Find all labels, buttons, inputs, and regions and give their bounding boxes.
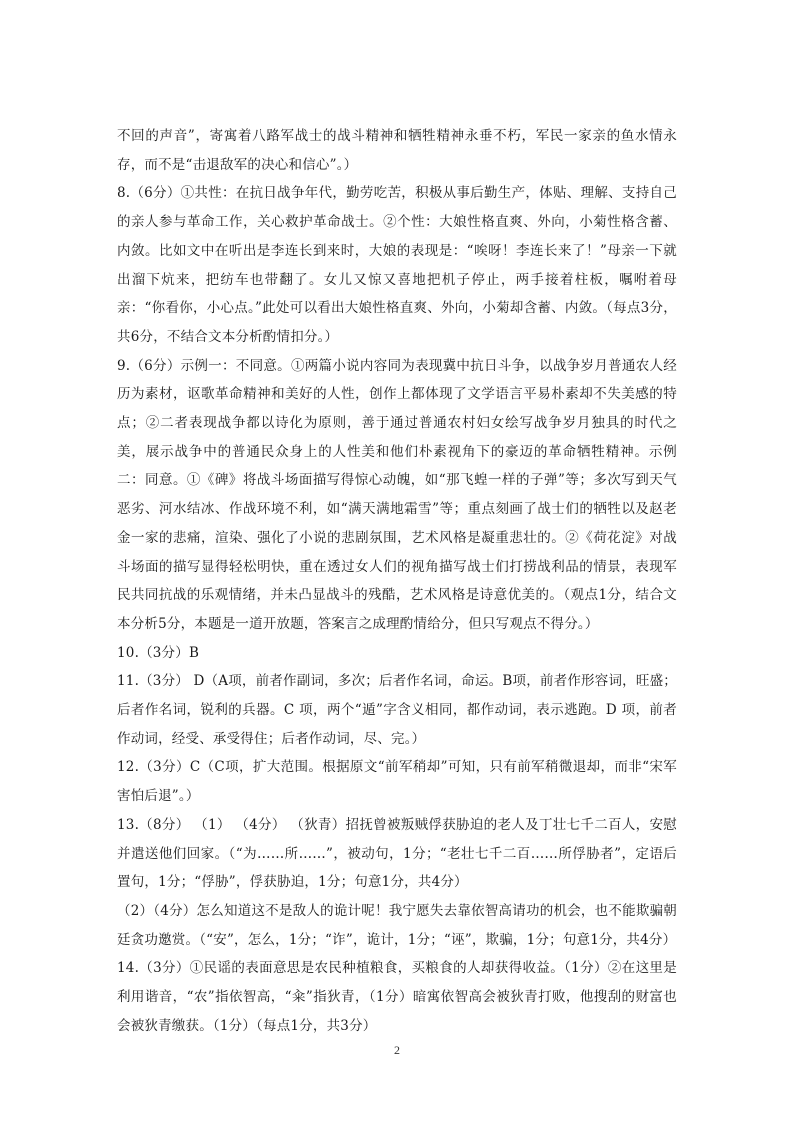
paragraph-q9-answer: 9.（6分）示例一：不同意。①两篇小说内容同为表现冀中抗日斗争，以战争岁月普通农人经历为素材，讴歌革命精神和美好的人性，创作上都体现了文学语言平易朴素却不失美感的特点；②二者表现战争都以诗化为原则，善于通过普通农村妇女绘写战争岁月独具的时代之美，展示战争中的普通民众身上的人性美和他们朴素视角下的豪迈的革命牺牲精神。示例二：同意。①《碑》将战斗场面描写得惊心动魄，如“那飞蝗一样的子弹”等；多次写到天气恶劣、河水结冰、作战环境不利，如“满天满地霜雪”等；重点刻画了战士们的牺牲以及赵老金一家的悲痛，渲染、强化了小说的悲剧氛围，艺术风格是凝重悲壮的。②《荷花淀》对战斗场面的描写显得轻松明快，重在透过女人们的视角描写战士们打捞战利品的情景，表现军民共同抗战的乐观情绪，并未凸显战斗的残酷，艺术风格是诗意优美的。（观点1分，结合文本分析5分，本题是一道开放题，答案言之成理酌情给分，但只写观点不得分。） bbox=[117, 357, 677, 632]
paragraph-q12-answer: 12.（3分）C（C项，扩大范围。根据原文“前军稍却”可知，只有前军稍微退却，而非“宋军害怕后退”。） bbox=[117, 759, 677, 805]
paragraph-q13-part1-answer: 13.（8分） （1） （4分） （狄青）招抚曾被叛贼俘获胁迫的老人及丁壮七千二百人，安慰并遣送他们回家。（“为……所……”，被动句，1分；“老壮七千二百……所俘胁者”，定语后置句，1分；“俘胁”，俘获胁迫，1分；句意1分，共4分） bbox=[117, 816, 677, 891]
paragraph-q8-answer: 8.（6分）①共性：在抗日战争年代，勤劳吃苦，积极从事后勤生产，体贴、理解、支持自己的亲人参与革命工作，关心救护革命战士。②个性：大娘性格直爽、外向，小菊性格含蓄、内敛。比如文中在听出是李连长到来时，大娘的表现是：“唉呀！李连长来了！”母亲一下就出溜下炕来，把纺车也带翻了。女儿又惊又喜地把机子停止，两手接着柱板，嘱咐着母亲：“你看你，小心点。”此处可以看出大娘性格直爽、外向，小菊却含蓄、内敛。（每点3分，共6分，不结合文本分析酌情扣分。） bbox=[117, 185, 677, 345]
paragraph-q14-answer: 14.（3分）①民谣的表面意思是农民种植粮食，买粮食的人却获得收益。（1分）②在这里是利用谐音，“农”指依智高，“籴”指狄青，（1分）暗寓依智高会被狄青打败，他搜刮的财富也会被狄青缴获。（1分）（每点1分，共3分） bbox=[117, 960, 677, 1034]
paragraph-q13-part2-answer: （2）（4分）怎么知道这不是敌人的诡计呢！我宁愿失去靠依智高请功的机会，也不能欺骗朝廷贪功邀赏。（“安”，怎么，1分；“诈”，诡计，1分；“诬”，欺骗，1分；句意1分，共4分） bbox=[117, 902, 677, 948]
answer-text-body bbox=[117, 122, 677, 1041]
paragraph-q7-continuation: 不回的声音”，寄寓着八路军战士的战斗精神和牺牲精神永垂不朽，军民一家亲的鱼水情永存，而不是“击退敌军的决心和信心”。） bbox=[117, 128, 677, 173]
paragraph-q10-answer: 10.（3分）B bbox=[117, 644, 200, 661]
paragraph-q11-answer: 11.（3分） D（A项，前者作副词，多次；后者作名词，命运。B项，前者作形容词，旺盛；后者作名词，锐利的兵器。C 项，两个“遁”字含义相同，都作动词，表示逃跑。D 项，前者作动词，经受、承受得住；后者作动词，尽、完。） bbox=[117, 673, 677, 747]
page-number: 2 bbox=[394, 1043, 400, 1057]
